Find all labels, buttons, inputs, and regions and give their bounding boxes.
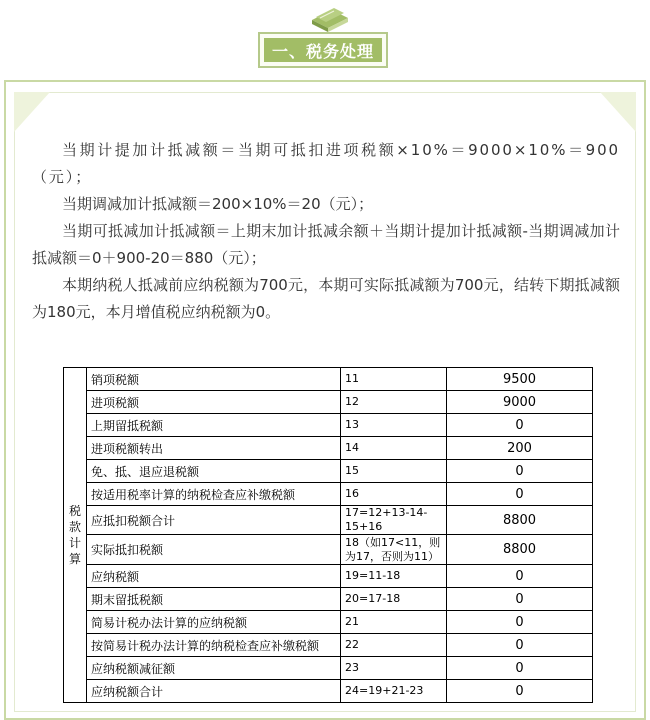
row-name-cell: 应纳税额合计	[87, 680, 341, 703]
table-row	[64, 437, 593, 460]
row-code-cell: 21	[341, 611, 447, 634]
row-code-cell: 22	[341, 634, 447, 657]
row-value-cell: 0	[447, 588, 593, 611]
paragraph: 当期调减加计抵减额＝200×10%＝20（元）；	[62, 195, 374, 213]
row-name-cell: 应纳税额减征额	[87, 657, 341, 680]
row-code-cell: 15	[341, 460, 447, 483]
row-value-cell: 0	[447, 460, 593, 483]
row-code-cell: 23	[341, 657, 447, 680]
row-value-cell: 0	[447, 483, 593, 506]
article-body	[32, 137, 620, 326]
row-value-cell: 0	[447, 611, 593, 634]
row-name-cell: 销项税额	[87, 368, 341, 391]
table-row	[64, 611, 593, 634]
table-row	[64, 565, 593, 588]
row-value-cell: 0	[447, 657, 593, 680]
row-code-cell: 18（如17<11，则为17，否则为11）	[341, 535, 447, 565]
row-name-cell: 进项税额	[87, 391, 341, 414]
row-value-cell: 8800	[447, 506, 593, 535]
row-value-cell: 8800	[447, 535, 593, 565]
table-row	[64, 414, 593, 437]
row-name-cell: 免、抵、退应退税额	[87, 460, 341, 483]
row-code-cell: 16	[341, 483, 447, 506]
table-row	[64, 483, 593, 506]
table-row	[64, 506, 593, 535]
row-name-cell: 期末留抵税额	[87, 588, 341, 611]
row-value-cell: 0	[447, 680, 593, 703]
table-row	[64, 680, 593, 703]
row-value-cell: 0	[447, 634, 593, 657]
paragraph: 本期纳税人抵减前应纳税额为700元，本期可实际抵减额为700元，结转下期抵减额为180元，本月增值税应纳税额为0。	[32, 276, 620, 321]
row-code-cell: 19=11-18	[341, 565, 447, 588]
row-name-cell: 上期留抵税额	[87, 414, 341, 437]
row-value-cell: 0	[447, 565, 593, 588]
row-value-cell: 0	[447, 414, 593, 437]
table-row	[64, 391, 593, 414]
row-name-cell: 按适用税率计算的纳税检查应补缴税额	[87, 483, 341, 506]
row-name-cell: 简易计税办法计算的应纳税额	[87, 611, 341, 634]
table-row	[64, 368, 593, 391]
row-code-cell: 17=12+13-14-15+16	[341, 506, 447, 535]
row-code-cell: 14	[341, 437, 447, 460]
row-code-cell: 12	[341, 391, 447, 414]
row-name-cell: 实际抵扣税额	[87, 535, 341, 565]
table-row	[64, 460, 593, 483]
category-cell: 税款计算	[64, 368, 87, 703]
table-row	[64, 535, 593, 565]
paragraph: 当期可抵减加计抵减额＝上期末加计抵减余额＋当期计提加计抵减额-当期调减加计抵减额＝0＋900-20＝880（元）；	[32, 222, 620, 267]
table-row	[64, 634, 593, 657]
section-title: 一、税务处理	[264, 38, 382, 62]
table-row	[64, 657, 593, 680]
row-name-cell: 应抵扣税额合计	[87, 506, 341, 535]
row-code-cell: 11	[341, 368, 447, 391]
row-value-cell: 200	[447, 437, 593, 460]
row-name-cell: 按简易计税办法计算的纳税检查应补缴税额	[87, 634, 341, 657]
tax-calculation-table	[63, 367, 593, 703]
row-code-cell: 13	[341, 414, 447, 437]
table-row	[64, 588, 593, 611]
row-value-cell: 9000	[447, 391, 593, 414]
row-name-cell: 进项税额转出	[87, 437, 341, 460]
row-code-cell: 20=17-18	[341, 588, 447, 611]
paragraph: 当期计提加计抵减额＝当期可抵扣进项税额×10%＝9000×10%＝900（元）；	[32, 141, 620, 186]
row-code-cell: 24=19+21-23	[341, 680, 447, 703]
book-icon	[308, 6, 352, 34]
row-value-cell: 9500	[447, 368, 593, 391]
section-title-banner	[258, 32, 388, 68]
row-name-cell: 应纳税额	[87, 565, 341, 588]
